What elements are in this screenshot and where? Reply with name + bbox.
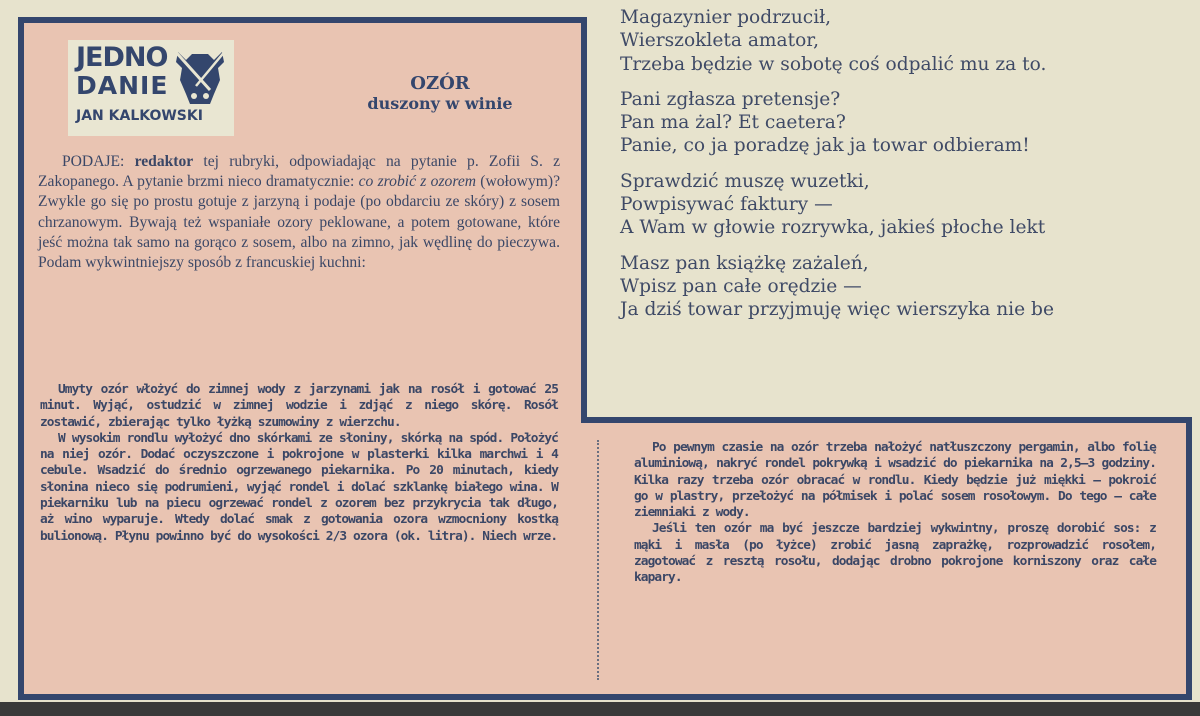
recipe-steps-right (634, 440, 1156, 587)
intro-lead: PODAJE: (62, 153, 135, 170)
poem-line: Pan ma żal? Et caetera? (620, 112, 846, 134)
poem-line: Trzeba będzie w sobotę coś odpalić mu za to. (620, 53, 1047, 75)
logo-line2: DANIE (76, 71, 169, 100)
poem-line: Sprawdzić muszę wuzetki, (620, 170, 870, 192)
poem-line: A Wam w głowie rozrywka, jakieś płoche lekt (620, 217, 1046, 239)
recipe-subtitle: duszony w winie (367, 94, 513, 113)
poem-line: Masz pan książkę zażaleń, (620, 252, 869, 274)
border-right (1186, 417, 1192, 700)
border-left (18, 17, 24, 700)
recipe-paragraph: Jeśli ten ozór ma być jeszcze bardziej wykwintny, proszę dorobić sos: z mąki i masła (po łyżce) zrobić jasną zaprażkę, rozprowadzić rosołem, zagotować z resztą rosołu, dodając drobno pokrojone korniszony oraz całe kapary. (634, 521, 1156, 586)
recipe-steps-left (40, 382, 558, 545)
column-logo (68, 40, 234, 136)
column-divider (597, 440, 599, 680)
poem (620, 6, 1200, 334)
poem-stanza (620, 170, 1200, 240)
intro-bold: redaktor (134, 153, 194, 170)
poem-line: Powpisywać faktury — (620, 194, 833, 216)
poem-stanza (620, 88, 1200, 158)
poem-line: Wpisz pan całe orędzie — (620, 275, 862, 297)
recipe-paragraph: W wysokim rondlu wyłożyć dno skórkami ze słoniny, skórką na spód. Położyć na niej ozór. Dodać oczyszczone i pokrojone w plasterki kilka marchwi i 4 cebule. Wsadzić do średnio ogrzewanego piekarnika. Po 20 minutach, kiedy słonina nieco się podrumieni, wyjąć rondel i dolać szklankę białego wina. W piekarniku lub na piecu ogrzewać rondel z ozorem bez przykrycia tak długo, aż wino wyparuje. Wtedy dolać smak z gotowania ozora wzmocniony kostką bulionową. Płynu powinno być do wysokości 2/3 ozora (ok. litra). Niech wrze. (40, 430, 558, 544)
recipe-paragraph: Umyty ozór włożyć do zimnej wody z jarzynami jak na rosół i gotować 25 minut. Wyjąć, ostudzić w zimnej wodzie i zdjąć z niego skórę. Rosół zostawić, zbierając tylko łyżką szumowiny z wierzchu. (40, 382, 558, 430)
poem-stanza (620, 6, 1200, 76)
border-top (18, 17, 587, 23)
poem-line: Pani zgłasza pretensje? (620, 88, 841, 110)
poem-line: Ja dziś towar przyjmuję więc wierszyka nie be (620, 299, 1054, 321)
recipe-title-block (320, 74, 560, 114)
border-inner-right (581, 17, 587, 422)
poem-stanza (620, 252, 1200, 322)
intro-text1: tej rubryki, odpowiadając na pytanie p. Zofii S. z Zakopanego. A pytanie brzmi nieco dramatycznie: (38, 153, 561, 191)
logo-author: JAN KALKOWSKI (76, 108, 203, 124)
poem-line: Magazynier podrzucił, (620, 7, 832, 28)
intro-text2: (wołowym)? Zwykle go się po prostu gotuje z jarzyną i podaje (po obdarciu ze skóry) z sosem chrzanowym. Bywają też wspaniałe ozory peklowane, a potem gotowane, które jeść można tak samo na gorąco z sosem, albo na zimno, jak wędlinę do pieczywa. Podam wykwintniejszy sposób z francuskiej kuchni: (38, 173, 560, 272)
intro-italic: co zrobić z ozorem (358, 173, 477, 191)
poem-line: Wierszokleta amator, (620, 30, 820, 52)
recipe-paragraph: Po pewnym czasie na ozór trzeba nałożyć natłuszczony pergamin, albo folię aluminiową, nakryć rondel pokrywką i wsadzić do piekarnika na 2,5—3 godziny. Kilka razy trzeba ozór obracać w rondlu. Kiedy będzie już miękki — pokroić go w plastry, przełożyć na półmisek i polać sosem rosołowym. Do tego — całe ziemniaki z wody. (634, 440, 1156, 521)
recipe-title: OZÓR (410, 73, 470, 94)
intro-paragraph (38, 152, 560, 273)
bull-head-with-knife-and-fork-icon (170, 46, 230, 110)
border-step (581, 417, 1192, 423)
page-edge (0, 702, 1200, 716)
poem-line: Panie, co ja poradzę jak ja towar odbieram! (620, 135, 1030, 157)
logo-line1: JEDNO (76, 42, 168, 73)
border-bottom (18, 694, 1192, 700)
